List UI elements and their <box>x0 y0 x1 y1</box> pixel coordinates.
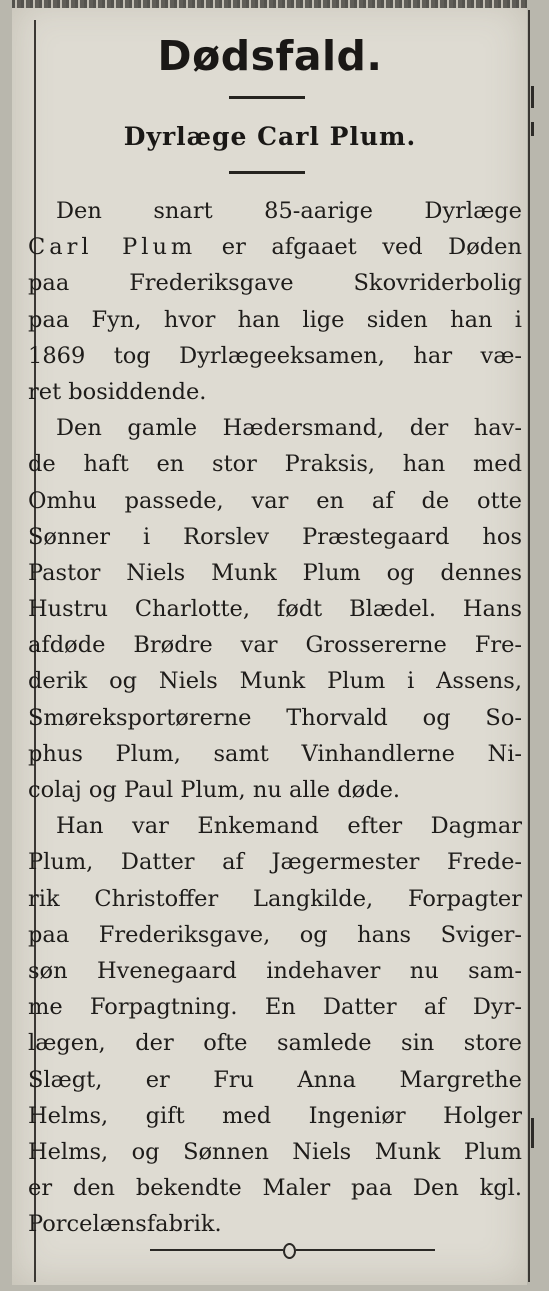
article-line <box>28 410 522 446</box>
article-line <box>28 844 522 880</box>
line-text: er den bekendte Maler paa Den kgl. <box>28 1175 522 1202</box>
article-line <box>28 808 522 844</box>
line-text: afdøde Brødre var Grossererne Fre- <box>28 632 522 659</box>
margin-tick <box>531 86 534 108</box>
margin-tick <box>531 122 534 136</box>
line-text: Hustru Charlotte, født Blædel. Hans <box>28 596 522 623</box>
article-line <box>28 917 522 953</box>
article-line <box>28 1062 522 1098</box>
article-line <box>28 736 522 772</box>
headline-rule <box>229 96 305 99</box>
torn-top-edge <box>12 0 527 8</box>
article-body <box>28 193 522 1242</box>
line-text: 1869 tog Dyrlægeeksamen, har væ- <box>28 342 522 369</box>
article-line <box>28 953 522 989</box>
article-line <box>28 1206 522 1242</box>
column-rule-right <box>528 10 530 1282</box>
article-line <box>28 1025 522 1061</box>
line-text: colaj og Paul Plum, nu alle døde. <box>28 777 401 803</box>
article-line <box>28 591 522 627</box>
article-line <box>28 374 522 410</box>
article-line <box>28 229 522 265</box>
line-text: Slægt, er Fru Anna Margrethe <box>28 1066 522 1093</box>
article-line <box>28 446 522 482</box>
line-text: paa Fyn, hvor han lige siden han i <box>28 306 522 333</box>
line-text: ret bosiddende. <box>28 378 207 405</box>
article-line <box>28 989 522 1025</box>
line-text: Porcelænsfabrik. <box>28 1211 222 1238</box>
article-line <box>28 302 522 338</box>
line-text: de haft en stor Praksis, han med <box>28 451 522 478</box>
line-text: me Forpagtning. En Datter af Dyr- <box>28 994 522 1021</box>
article-line <box>28 1170 522 1206</box>
headline: Dødsfald. <box>157 32 383 80</box>
line-text: rik Christoffer Langkilde, Forpagter <box>28 885 522 912</box>
line-text: Sønner i Rorslev Præstegaard hos <box>28 523 522 550</box>
line-text: paa Frederiksgave, og hans Sviger- <box>28 921 522 948</box>
article-line <box>28 881 522 917</box>
line-text: Helms, gift med Ingeniør Holger <box>28 1102 522 1129</box>
article-line <box>28 193 522 229</box>
line-text: lægen, der ofte samlede sin store <box>28 1030 522 1057</box>
ornament-circle <box>283 1243 296 1259</box>
article-line <box>28 338 522 374</box>
line-text: Den snart 85-aarige Dyrlæge <box>56 198 522 224</box>
article-line <box>28 772 522 808</box>
article-line <box>28 1134 522 1170</box>
subheadline-rule <box>229 171 305 174</box>
article-line <box>28 700 522 736</box>
line-text: phus Plum, samt Vinhandlerne Ni- <box>28 740 522 767</box>
line-text: Plum, Datter af Jægermester Frede- <box>28 849 522 876</box>
article-line <box>28 265 522 301</box>
article-line <box>28 663 522 699</box>
article-line <box>28 483 522 519</box>
line-text: paa Frederiksgave Skovriderbolig <box>28 270 522 297</box>
article-line <box>28 1098 522 1134</box>
line-text: Helms, og Sønnen Niels Munk Plum <box>28 1138 522 1165</box>
subheadline: Dyrlæge Carl Plum. <box>123 122 417 151</box>
line-text: derik og Niels Munk Plum i Assens, <box>28 668 522 695</box>
article-line <box>28 627 522 663</box>
end-ornament-rule <box>150 1248 435 1252</box>
margin-tick <box>531 1118 534 1148</box>
line-text: Omhu passede, var en af de otte <box>28 487 522 514</box>
line-text: Smøreksportørerne Thorvald og So- <box>28 704 522 731</box>
line-text: søn Hvenegaard indehaver nu sam- <box>28 957 522 984</box>
article-line <box>28 555 522 591</box>
line-text: Pastor Niels Munk Plum og dennes <box>28 559 522 586</box>
article-line <box>28 519 522 555</box>
line-text: er afgaaet ved Døden <box>196 234 522 261</box>
line-text: Han var Enkemand efter Dagmar <box>56 813 522 840</box>
spaced-name: Carl Plum <box>28 234 197 261</box>
line-text: Den gamle Hædersmand, der hav- <box>56 415 522 442</box>
